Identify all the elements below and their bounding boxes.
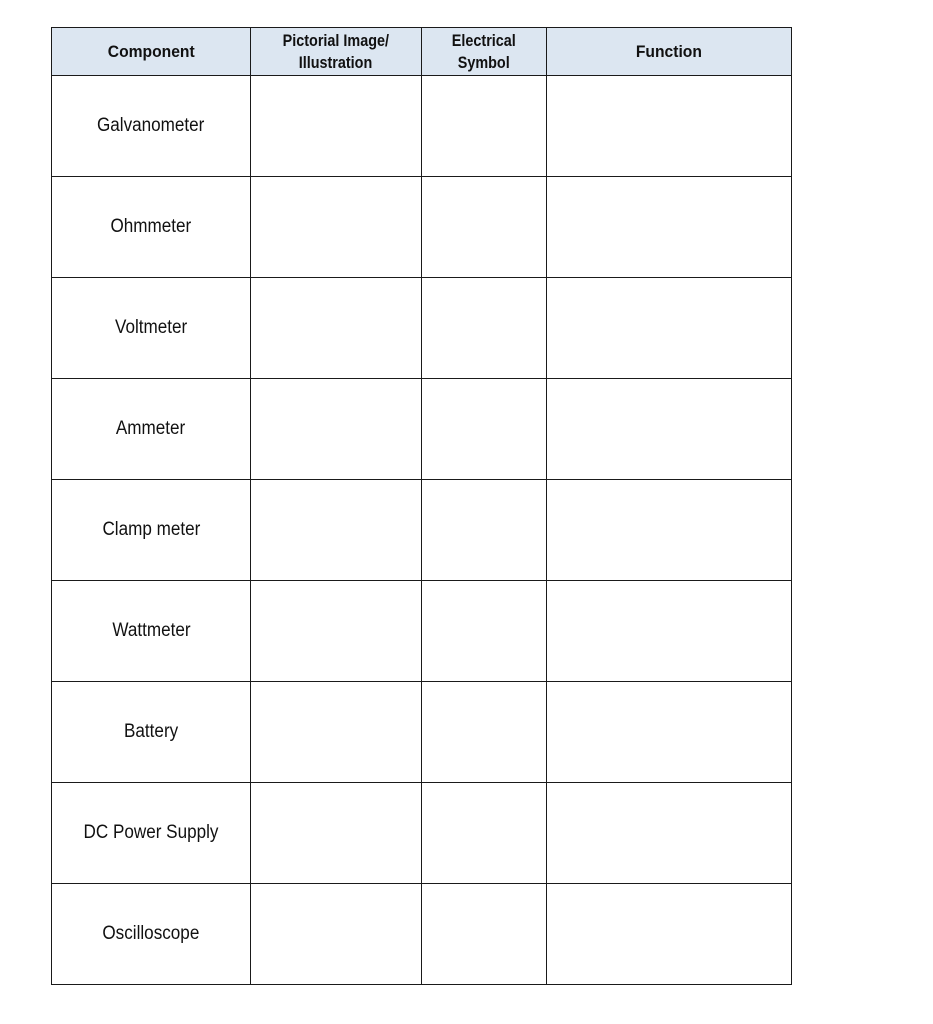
electrical-symbol-cell[interactable]: [422, 581, 547, 682]
table-row: [52, 480, 792, 581]
header-component: Component: [52, 28, 251, 76]
function-cell[interactable]: [547, 278, 792, 379]
component-name: Battery: [123, 721, 179, 742]
table-row: [52, 177, 792, 278]
table-row: [52, 581, 792, 682]
component-name-cell: [52, 76, 251, 177]
table-row: [52, 783, 792, 884]
pictorial-image-cell[interactable]: [251, 783, 422, 884]
function-cell[interactable]: [547, 783, 792, 884]
pictorial-image-cell[interactable]: [251, 379, 422, 480]
pictorial-image-cell[interactable]: [251, 682, 422, 783]
component-name: Ammeter: [116, 418, 186, 439]
electrical-symbol-cell[interactable]: [422, 76, 547, 177]
table-row: [52, 682, 792, 783]
pictorial-image-cell[interactable]: [251, 480, 422, 581]
function-cell[interactable]: [547, 379, 792, 480]
component-name: Wattmeter: [111, 620, 191, 641]
electrical-symbol-cell[interactable]: [422, 278, 547, 379]
function-cell[interactable]: [547, 682, 792, 783]
electrical-symbol-cell[interactable]: [422, 783, 547, 884]
pictorial-image-cell[interactable]: [251, 278, 422, 379]
header-row: [52, 28, 792, 76]
component-name: Ohmmeter: [110, 216, 192, 237]
table-row: [52, 379, 792, 480]
electrical-symbol-cell[interactable]: [422, 884, 547, 985]
table-row: [52, 76, 792, 177]
function-cell[interactable]: [547, 76, 792, 177]
component-name: DC Power Supply: [83, 822, 219, 843]
component-name-cell: [52, 177, 251, 278]
header-electrical-symbol: Electrical Symbol: [422, 28, 547, 76]
component-worksheet-table: [51, 27, 792, 985]
header-pictorial-image: Pictorial Image/ Illustration: [251, 28, 422, 76]
function-cell[interactable]: [547, 480, 792, 581]
pictorial-image-cell[interactable]: [251, 884, 422, 985]
electrical-symbol-cell[interactable]: [422, 480, 547, 581]
header-function: Function: [547, 28, 792, 76]
function-cell[interactable]: [547, 884, 792, 985]
electrical-symbol-cell[interactable]: [422, 682, 547, 783]
component-name-cell: [52, 379, 251, 480]
pictorial-image-cell[interactable]: [251, 76, 422, 177]
component-name-cell: [52, 581, 251, 682]
pictorial-image-cell[interactable]: [251, 581, 422, 682]
component-name-cell: [52, 682, 251, 783]
component-name: Clamp meter: [102, 519, 200, 540]
component-name-cell: [52, 783, 251, 884]
function-cell[interactable]: [547, 177, 792, 278]
component-name-cell: [52, 480, 251, 581]
table-row: [52, 884, 792, 985]
table-body: [52, 76, 792, 985]
function-cell[interactable]: [547, 581, 792, 682]
component-name: Oscilloscope: [102, 923, 200, 944]
electrical-symbol-cell[interactable]: [422, 379, 547, 480]
component-name-cell: [52, 278, 251, 379]
component-name: Galvanometer: [97, 115, 205, 136]
component-name: Voltmeter: [114, 317, 188, 338]
electrical-symbol-cell[interactable]: [422, 177, 547, 278]
table-row: [52, 278, 792, 379]
pictorial-image-cell[interactable]: [251, 177, 422, 278]
component-name-cell: [52, 884, 251, 985]
